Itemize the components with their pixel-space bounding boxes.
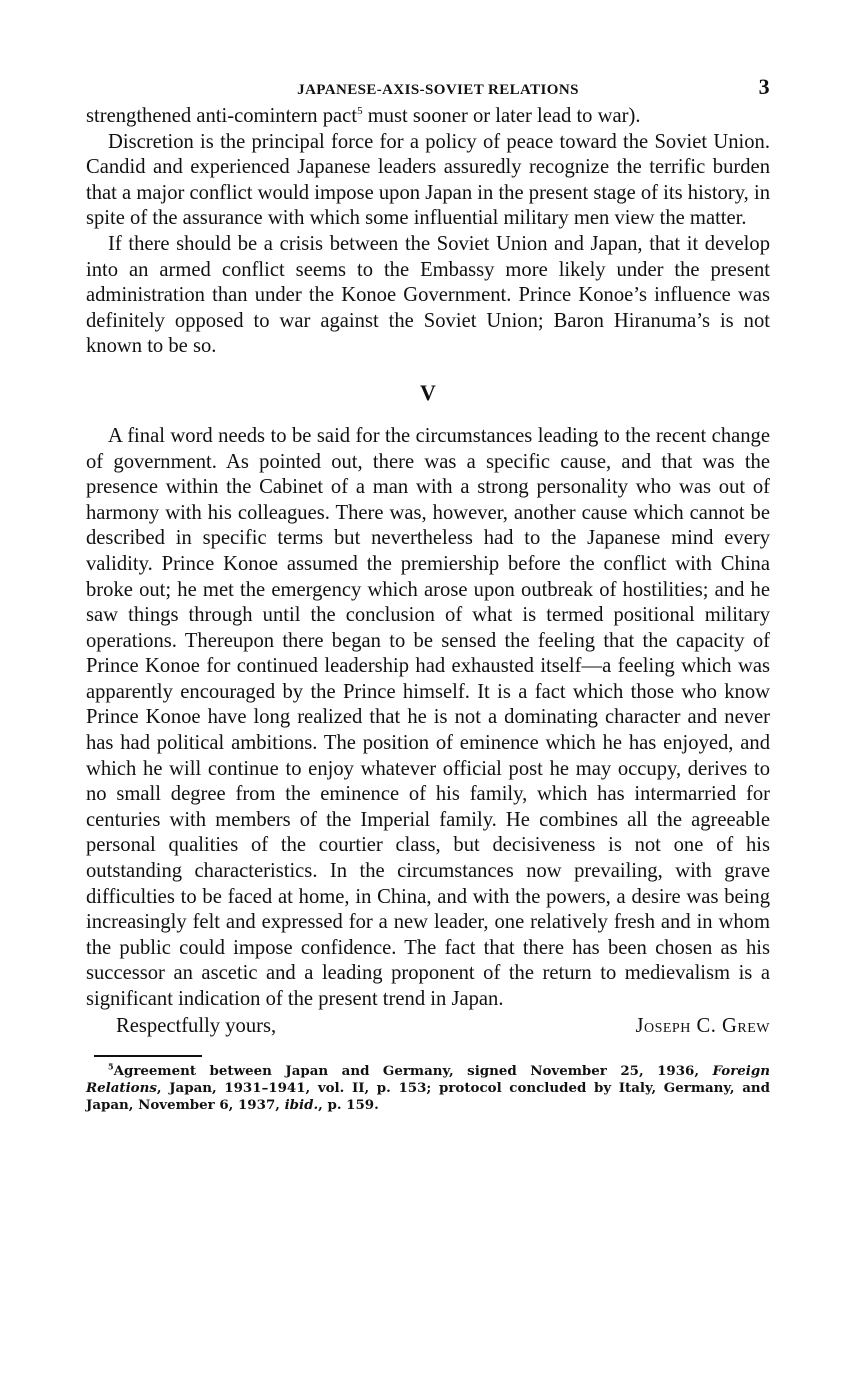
footnote-rule — [94, 1055, 202, 1057]
footnote-volume: II — [351, 1079, 365, 1096]
paragraph-discretion: Discretion is the principal force for a policy of peace toward the Soviet Union. Candid and experienced Japanese leaders assuredly recognize the terrific burden that a major conflict would impose upon Japan in the present stage of its history, in spite of the assurance with which some influential military men view the matter. — [86, 130, 770, 230]
footnote-text-after-volume: , p. 153; protocol concluded by Italy, Germany, and Japan, November 6, 1937, — [86, 1079, 770, 1113]
continued-text: strengthened anti-comintern pact — [86, 105, 358, 127]
footnote-marker: 5 — [108, 1061, 114, 1072]
footnote-ibid: ibid. — [284, 1096, 319, 1113]
body-text — [86, 104, 770, 1013]
section-heading: V — [420, 379, 436, 405]
paragraph-final-word: A final word needs to be said for the circumstances leading to the recent change of government. As pointed out, there was a specific cause, and that was the presence within the Cabinet of a man with a strong personality who was out of harmony with his colleagues. There was, however, another cause which cannot be described in specific terms but nevertheless had to the Japanese mind every validity. Prince Konoe assumed the premiership before the conflict with China broke out; he met the emergency which arose upon outbreak of hostilities; and he saw things through until the conclusion of what is termed positional military operations. Thereupon there began to be sensed the feeling that the capacity of Prince Konoe for continued leadership had exhausted itself—a feeling which was apparently encouraged by the Prince himself. It is a fact which those who know Prince Konoe have long realized that he is not a dominating character and never has had political ambitions. The position of eminence which he has enjoyed, and which he will continue to enjoy whatever official post he may occupy, derives to no small degree from the eminence of his family, which has intermarried for centuries with members of the Imperial family. He combines all the agreeable personal qualities of the courtier class, but decisiveness is not one of his outstanding characteristics. In the circumstances now prevailing, with grave difficulties to be faced at home, in China, and with the powers, a desire was being increasingly felt and expressed for a new leader, one relatively fresh and in whom the public could impose confidence. The fact that there has been chosen as his successor an ascetic and a leading proponent of the return to medievalism is a significant indication of the present trend in Japan. — [86, 424, 770, 1010]
closing-salutation: Respectfully yours, — [116, 1014, 277, 1037]
paragraph-crisis: If there should be a crisis between the Soviet Union and Japan, that it develop into an armed conflict seems to the Embassy more likely under the present administration than under the Konoe Government. Prince Konoe’s influence was definitely opposed to war against the Soviet Union; Baron Hiranuma’s is not known to be so. — [86, 232, 770, 358]
letter-closing — [86, 1013, 770, 1041]
footnote-text-before: Agreement between Japan and Germany, signed November 25, 1936, — [113, 1062, 713, 1079]
document-page — [86, 74, 770, 1114]
footnote-reference[interactable]: 5 — [357, 105, 363, 118]
continued-paragraph — [86, 104, 770, 130]
continued-text-after: must sooner or later lead to war). — [362, 105, 641, 127]
running-title: JAPANESE-AXIS-SOVIET RELATIONS — [297, 82, 579, 98]
footnote-text-middle: , Japan, 1931–1941, vol. — [156, 1079, 352, 1096]
footnote-italic-title: Foreign Relations — [86, 1062, 770, 1096]
footnotes — [86, 1055, 770, 1114]
page-number: 3 — [758, 74, 770, 99]
footnote-5 — [86, 1063, 770, 1114]
running-header — [86, 74, 770, 104]
signature: Joseph C. Grew — [635, 1014, 770, 1037]
footnote-text-end: , p. 159. — [318, 1096, 379, 1113]
